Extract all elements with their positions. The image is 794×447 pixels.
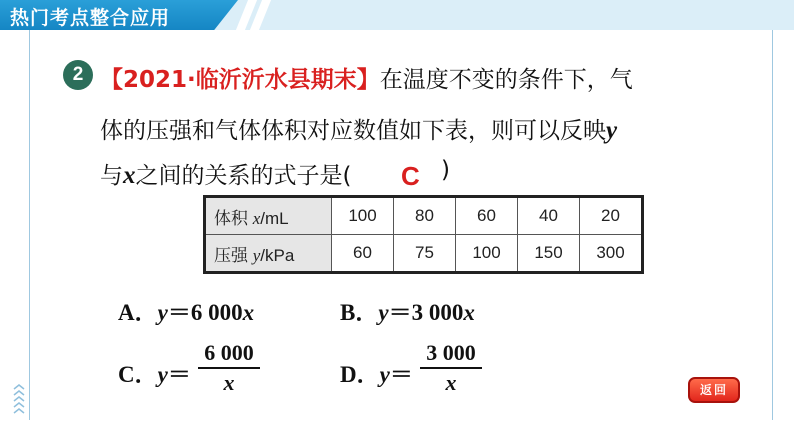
answer-paren-close: ) <box>441 157 450 183</box>
table-row <box>205 197 643 235</box>
page-title: 热门考点整合应用 <box>10 7 171 29</box>
var-y: y <box>606 117 618 144</box>
option-b[interactable]: B．y＝3 000x <box>340 300 475 325</box>
row-header-pressure: 压强 y/kPa <box>205 235 332 273</box>
data-table <box>203 195 644 274</box>
table-row <box>205 235 643 273</box>
question-line-3 <box>100 157 351 190</box>
table-cell: 40 <box>518 197 580 235</box>
right-divider <box>772 30 773 420</box>
table-cell: 60 <box>332 235 394 273</box>
left-divider <box>29 30 30 420</box>
option-c[interactable]: C．y＝ <box>118 362 191 387</box>
table-cell: 60 <box>456 197 518 235</box>
answer-choice: C <box>401 161 420 191</box>
var-x: x <box>123 162 136 189</box>
question-text-1: 在温度不变的条件下，气 <box>379 67 633 93</box>
option-c-fraction: 6 000 x <box>198 340 260 396</box>
table-cell: 20 <box>580 197 643 235</box>
table-cell: 75 <box>394 235 456 273</box>
question-text-3b: 之间的关系的式子是( <box>135 163 352 189</box>
scroll-chevrons-icon[interactable] <box>12 383 26 415</box>
row-header-volume: 体积 x/mL <box>205 197 332 235</box>
back-button[interactable]: 返回 <box>688 377 740 403</box>
question-number-badge: 2 <box>63 60 93 90</box>
question-text-2: 体的压强和气体体积对应数值如下表，则可以反映 <box>100 118 606 144</box>
question-line-2 <box>100 112 617 145</box>
option-d[interactable]: D．y＝ <box>340 362 413 387</box>
table-cell: 80 <box>394 197 456 235</box>
question-source: 【2021·临沂沂水县期末】 <box>100 67 380 93</box>
table-cell: 100 <box>332 197 394 235</box>
table-cell: 150 <box>518 235 580 273</box>
table-cell: 100 <box>456 235 518 273</box>
question-text-3a: 与 <box>100 163 123 189</box>
question-line-1 <box>100 61 633 94</box>
table-cell: 300 <box>580 235 643 273</box>
option-a[interactable]: A．y＝6 000x <box>118 300 255 325</box>
option-d-fraction: 3 000 x <box>420 340 482 396</box>
